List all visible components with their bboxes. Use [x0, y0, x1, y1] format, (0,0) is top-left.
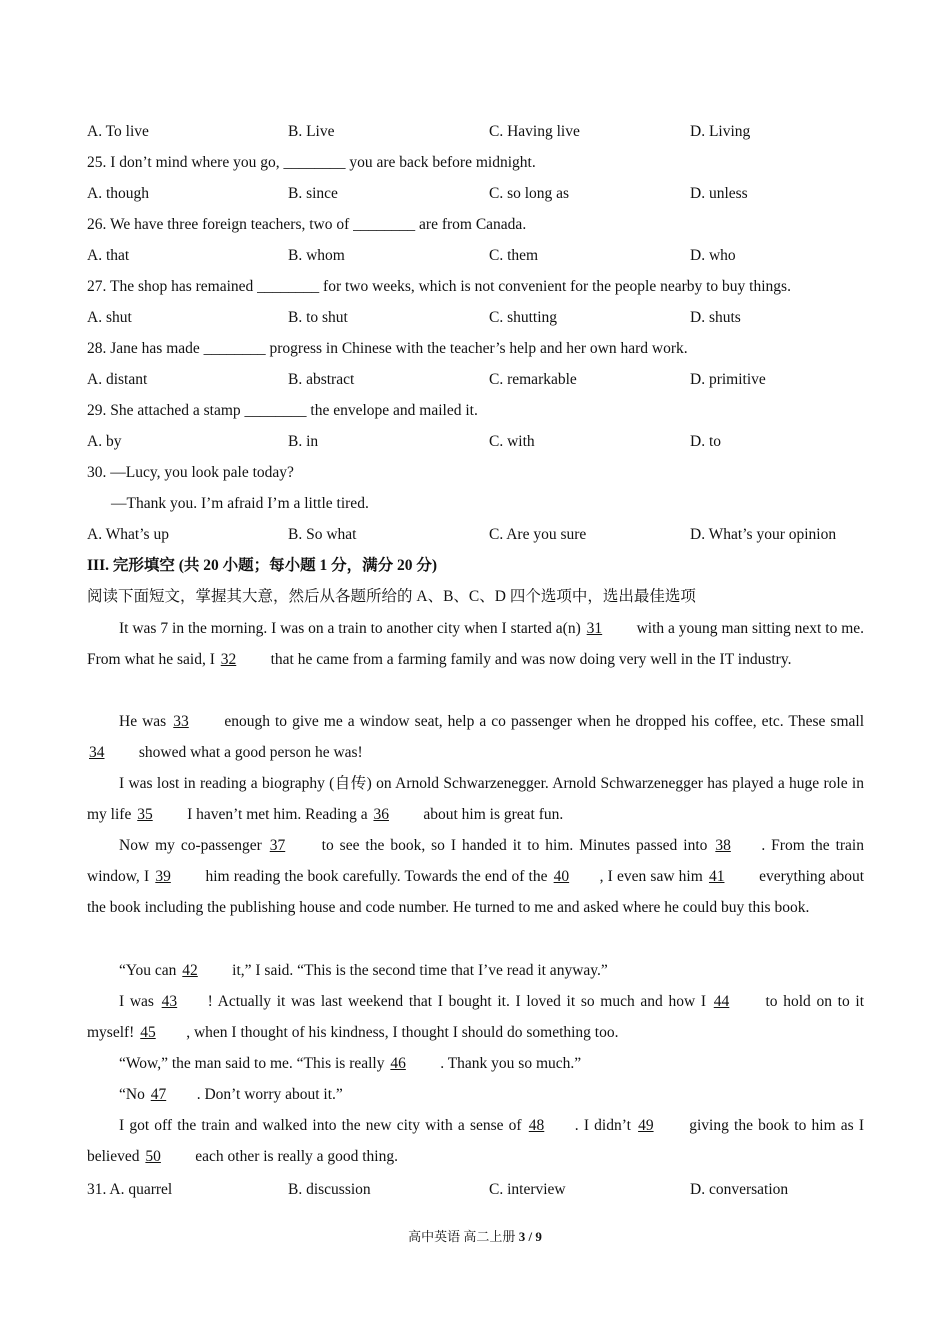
option-a: A. distant [87, 371, 148, 388]
option-b: B. abstract [288, 371, 355, 388]
q30-stem: 30. —Lucy, you look pale today? [87, 464, 294, 481]
passage-paragraph: “Wow,” the man said to me. “This is really 46 . Thank you so much.” [87, 1048, 864, 1079]
q27-stem: 27. The shop has remained ________ for two weeks, which is not convenient for the people nearby to buy things. [87, 278, 791, 295]
option-c: C. Having live [489, 123, 580, 140]
option-a: A. To live [87, 123, 149, 140]
option-b: B. discussion [288, 1181, 371, 1198]
option-a: A. What’s up [87, 526, 169, 543]
q26-stem: 26. We have three foreign teachers, two of ________ are from Canada. [87, 216, 527, 233]
q29-options [87, 432, 867, 452]
passage-paragraph: “You can 42 it,” I said. “This is the second time that I’ve read it anyway.” [87, 955, 864, 986]
option-a: A. by [87, 433, 122, 450]
blank: 34 [89, 744, 105, 761]
option-d: D. primitive [690, 371, 766, 388]
option-a: A. though [87, 185, 149, 202]
option-b: B. whom [288, 247, 345, 264]
blank: 43 [161, 993, 178, 1010]
q27-options [87, 308, 867, 328]
passage-paragraph: “No 47 . Don’t worry about it.” [87, 1079, 864, 1110]
option-b: B. So what [288, 526, 357, 543]
q24-options [87, 122, 867, 142]
blank: 39 [155, 868, 171, 885]
blank: 33 [173, 713, 189, 730]
option-c: C. remarkable [489, 371, 577, 388]
blank: 37 [269, 837, 286, 854]
q29-stem: 29. She attached a stamp ________ the envelope and mailed it. [87, 402, 478, 419]
q30-reply: —Thank you. I’m afraid I’m a little tired. [111, 495, 369, 512]
q25-stem: 25. I don’t mind where you go, ________ you are back before midnight. [87, 154, 536, 171]
q30-options [87, 525, 867, 545]
blank: 45 [140, 1024, 156, 1041]
q25-options [87, 184, 867, 204]
q28-stem: 28. Jane has made ________ progress in Chinese with the teacher’s help and her own hard work. [87, 340, 688, 357]
passage-paragraph: It was 7 in the morning. I was on a train to another city when I started a(n) 31 with a young man sitting next to me. From what he said, I 32 that he came from a farming family and was now doing very well in the IT industry. [87, 613, 864, 675]
blank: 48 [528, 1117, 545, 1134]
option-c: C. them [489, 247, 539, 264]
option-d: D. shuts [690, 309, 741, 326]
option-d: D. to [690, 433, 721, 450]
page-total: 9 [535, 1229, 542, 1244]
q26-options [87, 246, 867, 266]
blank: 32 [220, 651, 237, 668]
blank: 38 [715, 837, 731, 854]
footer-text: 高中英语 高二上册 [408, 1229, 516, 1244]
passage-paragraph: Now my co-passenger 37 to see the book, so I handed it to him. Minutes passed into 38 . From the train window, I 39 him reading the book carefully. Towards the end of the 40 , I even saw him 41 everything about the book including the publishing house and code number. He turned to me and asked where he could buy this book. [87, 830, 864, 923]
passage-paragraph: I was 43 ! Actually it was last weekend that I bought it. I loved it so much and how I 44 to hold on to it myself! 45 , when I thought of his kindness, I thought I should do something too. [87, 986, 864, 1048]
blank: 31 [586, 620, 603, 637]
option-a: 31. A. quarrel [87, 1181, 173, 1198]
option-b: B. to shut [288, 309, 348, 326]
option-c: C. so long as [489, 185, 570, 202]
page-footer [0, 1228, 950, 1246]
section-heading: III. 完形填空 (共 20 小题；每小题 1 分，满分 20 分) [87, 557, 438, 574]
blank: 44 [713, 993, 730, 1010]
option-c: C. Are you sure [489, 526, 587, 543]
blank: 36 [373, 806, 389, 823]
option-c: C. interview [489, 1181, 566, 1198]
option-a: A. that [87, 247, 130, 264]
blank: 42 [182, 962, 198, 979]
passage-paragraph: He was 33 enough to give me a window seat, help a co passenger when he dropped his coffee, etc. These small 34 showed what a good person he was! [87, 706, 864, 768]
passage-paragraph: I got off the train and walked into the new city with a sense of 48 . I didn’t 49 giving the book to him as I believed 50 each other is really a good thing. [87, 1110, 864, 1172]
option-c: C. with [489, 433, 535, 450]
q28-options [87, 370, 867, 390]
option-c: C. shutting [489, 309, 558, 326]
blank: 47 [150, 1086, 167, 1103]
blank: 49 [638, 1117, 654, 1134]
option-d: D. What’s your opinion [690, 526, 837, 543]
option-d: D. who [690, 247, 736, 264]
blank: 40 [553, 868, 570, 885]
section-instruction: 阅读下面短文，掌握其大意，然后从各题所给的 A、B、C、D 四个选项中，选出最佳选项 [87, 588, 696, 605]
option-d: D. unless [690, 185, 748, 202]
page-number: 3 [518, 1229, 526, 1244]
blank: 41 [708, 868, 725, 885]
blank: 35 [137, 806, 153, 823]
page-separator: / [528, 1229, 533, 1244]
option-a: A. shut [87, 309, 132, 326]
option-b: B. since [288, 185, 338, 202]
q31-options [87, 1180, 867, 1200]
option-b: B. Live [288, 123, 335, 140]
passage-paragraph: I was lost in reading a biography (自传) on Arnold Schwarzenegger. Arnold Schwarzenegger has played a huge role in my life 35 I haven’t met him. Reading a 36 about him is great fun. [87, 768, 864, 830]
blank: 46 [390, 1055, 406, 1072]
option-d: D. conversation [690, 1181, 789, 1198]
blank: 50 [145, 1148, 161, 1165]
option-b: B. in [288, 433, 319, 450]
option-d: D. Living [690, 123, 751, 140]
